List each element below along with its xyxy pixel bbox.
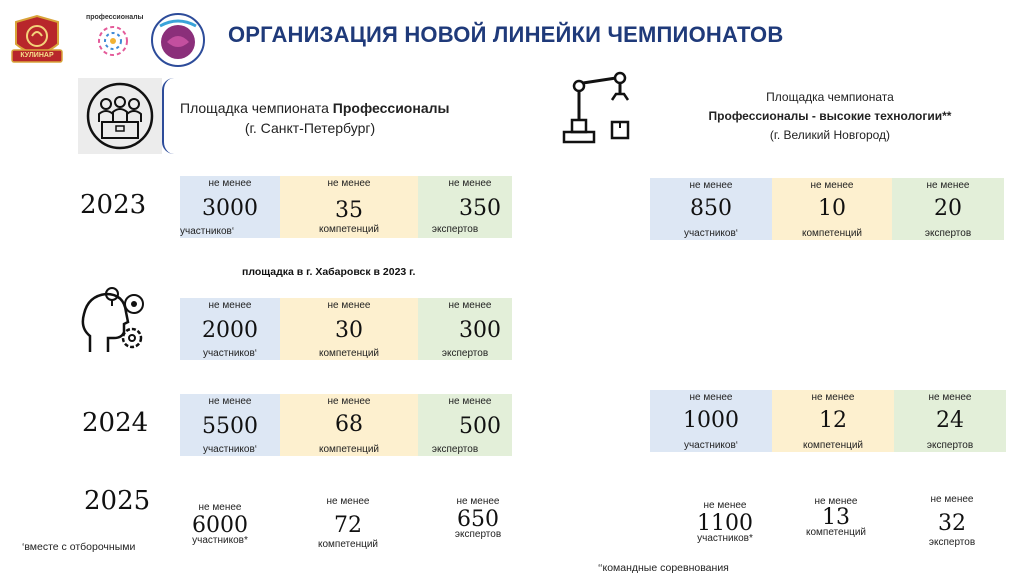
min-label: не менее (448, 300, 492, 311)
nov-2025-competencies-value: 13 (822, 505, 850, 530)
participants-label: участников‘ (683, 228, 739, 239)
competencies-label: компетенций (802, 440, 864, 451)
site2-caption (660, 88, 1000, 145)
khb-experts-value: 300 (459, 318, 501, 343)
competencies-label: компетенций (318, 444, 380, 455)
competencies-label: компетенций (318, 348, 380, 359)
min-label: не менее (456, 496, 500, 507)
spb-2025-competencies (308, 496, 388, 550)
nov-2023-competencies-cell (772, 178, 892, 240)
min-label: не менее (689, 392, 733, 403)
khabarovsk-heading: площадка в г. Хабаровск в 2023 г. (242, 266, 416, 278)
nov-2025-participants (680, 500, 770, 544)
experts-label: экспертов (926, 440, 974, 451)
experts-label: экспертов (431, 444, 479, 455)
nov-2023-participants-value: 850 (690, 196, 732, 221)
professionaly-logo (86, 14, 144, 66)
nov-2025-experts (912, 494, 992, 548)
spb-2023-experts-value: 350 (459, 196, 501, 221)
khb-competencies-cell (280, 298, 418, 360)
experts-label: экспертов (928, 537, 976, 548)
spb-2025-participants-value: 6000 (192, 513, 248, 538)
participants-label: участников* (697, 533, 753, 544)
kulinar-logo (8, 14, 66, 66)
site1-line2: (г. Санкт-Петербург) (244, 120, 376, 136)
min-label: не менее (327, 178, 371, 189)
year-2024: 2024 (82, 408, 149, 438)
min-label: не менее (448, 178, 492, 189)
spb-2023-competencies-cell (280, 176, 418, 238)
nov-2024-experts-value: 24 (936, 408, 964, 433)
spb-2023-experts-cell (418, 176, 512, 238)
competencies-label: компетенций (801, 228, 863, 239)
spb-2023-participants-value: 3000 (202, 196, 258, 221)
site2-line1: Площадка чемпионата (766, 90, 894, 104)
robot-arm-icon (558, 70, 642, 146)
min-label: не менее (198, 502, 242, 513)
nov-2025-participants-value: 1100 (697, 511, 753, 536)
kulinar-logo-text: КУЛИНАР (20, 52, 54, 59)
nov-2024-experts-cell (894, 390, 1006, 452)
participants-label: участников‘ (202, 444, 258, 455)
participants-label: участников‘ (202, 348, 258, 359)
khb-participants-cell (180, 298, 280, 360)
spb-2023-competencies-value: 35 (335, 198, 363, 223)
min-label: не менее (208, 396, 252, 407)
team-icon (78, 78, 162, 154)
spb-2025-experts (438, 496, 518, 540)
site1-line1-bold: Профессионалы (332, 100, 450, 116)
nov-2025-competencies (796, 496, 876, 538)
site1-line1-prefix: Площадка чемпионата (180, 100, 333, 116)
spb-2024-experts-value: 500 (459, 414, 501, 439)
participants-label: участников* (192, 535, 248, 546)
min-label: не менее (930, 494, 974, 505)
nov-2023-competencies-value: 10 (818, 196, 846, 221)
nov-2024-competencies-cell (772, 390, 894, 452)
nov-2023-experts-cell (892, 178, 1004, 240)
min-label: не менее (327, 300, 371, 311)
khb-experts-cell (418, 298, 512, 360)
min-label: не менее (689, 180, 733, 191)
spb-2024-experts-cell (418, 394, 512, 456)
nov-2024-competencies-value: 12 (819, 408, 847, 433)
min-label: не менее (208, 300, 252, 311)
spb-2023-participants-cell (180, 176, 280, 238)
site1-caption (180, 98, 450, 138)
nov-2024-participants-value: 1000 (683, 408, 739, 433)
participants-label: участников‘ (683, 440, 739, 451)
thinking-head-icon (76, 282, 150, 356)
experts-label: экспертов (441, 348, 489, 359)
footnote-qualifying: ‘вместе с отборочными (22, 541, 136, 553)
min-label: не менее (703, 500, 747, 511)
khb-competencies-value: 30 (335, 318, 363, 343)
competencies-label: компетенций (318, 224, 380, 235)
participants-label: участников‘ (180, 226, 235, 237)
min-label: не менее (448, 396, 492, 407)
min-label: не менее (928, 392, 972, 403)
min-label: не менее (326, 496, 370, 507)
min-label: не менее (208, 178, 252, 189)
professionaly-logo-text: профессионалы (86, 14, 144, 21)
nov-2023-participants-cell (650, 178, 772, 240)
year-2025: 2025 (84, 486, 151, 516)
nov-2025-experts-value: 32 (938, 511, 966, 536)
min-label: не менее (814, 496, 858, 507)
min-label: не менее (810, 180, 854, 191)
site1-frame (162, 78, 178, 154)
min-label: не менее (811, 392, 855, 403)
footnote-team: ‘‘командные соревнования (598, 562, 729, 574)
experts-label: экспертов (454, 529, 502, 540)
competencies-label: компетенций (805, 527, 867, 538)
nov-2023-experts-value: 20 (934, 196, 962, 221)
competencies-label: компетенций (317, 539, 379, 550)
page-title: ОРГАНИЗАЦИЯ НОВОЙ ЛИНЕЙКИ ЧЕМПИОНАТОВ (228, 22, 784, 47)
experts-label: экспертов (924, 228, 972, 239)
spb-2025-competencies-value: 72 (334, 513, 362, 538)
spb-2024-participants-value: 5500 (202, 414, 258, 439)
spb-2024-competencies-cell (280, 394, 418, 456)
nov-2024-participants-cell (650, 390, 772, 452)
khb-participants-value: 2000 (202, 318, 258, 343)
year-2023: 2023 (80, 190, 147, 220)
min-label: не менее (327, 396, 371, 407)
emblem-logo (150, 12, 206, 68)
spb-2025-participants (180, 502, 260, 546)
spb-2025-experts-value: 650 (457, 507, 499, 532)
site2-line2: Профессионалы - высокие технологии** (708, 109, 952, 123)
spb-2024-participants-cell (180, 394, 280, 456)
spb-2024-competencies-value: 68 (335, 412, 363, 437)
site2-line3: (г. Великий Новгород) (769, 128, 891, 142)
min-label: не менее (926, 180, 970, 191)
experts-label: экспертов (431, 224, 479, 235)
